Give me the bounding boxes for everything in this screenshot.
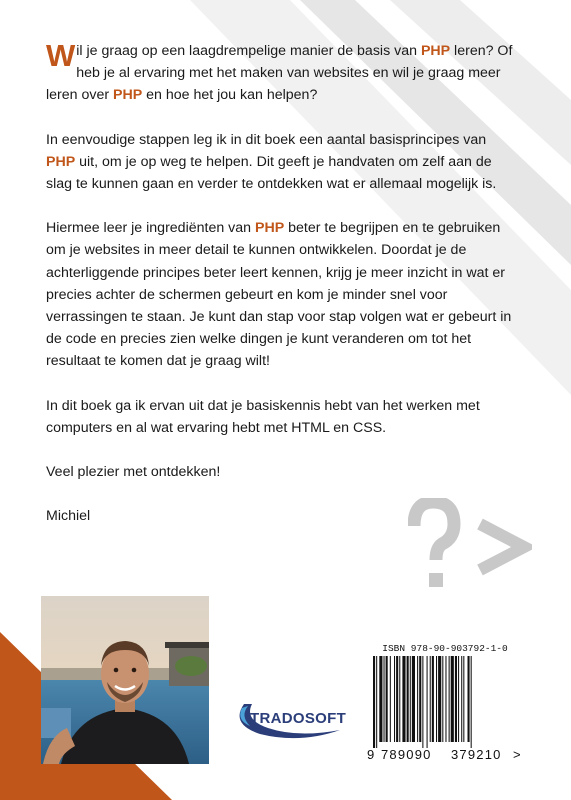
- paragraph-intro: Wil je graag op een laagdrempelige manier de basis van PHP leren? Of heb je al ervaring met het maken van websites en wil je graag meer leren over PHP en hoe het jou kan helpen?: [46, 38, 513, 104]
- barcode-end-marker: >: [513, 747, 521, 762]
- paragraph-steps: In eenvoudige stappen leg ik in dit boek een aantal basisprincipes van PHP uit, om je op weg te helpen. Dit geeft je handvaten om zelf aan de slag te kunnen gaan en verder te ontdekken wat er allemaal mogelijk is.: [46, 131, 497, 193]
- barcode-bar: [412, 656, 415, 742]
- barcode-bar: [458, 656, 459, 742]
- barcode-bar: [386, 656, 388, 742]
- blurb-text: [46, 40, 516, 549]
- barcode-bar: [422, 656, 423, 748]
- barcode-digit-group-right: 379210: [451, 747, 502, 762]
- question-mark-glyph: [414, 502, 454, 560]
- barcode-bar: [449, 656, 450, 742]
- barcode-bar: [445, 656, 446, 742]
- barcode-bar: [402, 656, 405, 742]
- barcode-bar: [376, 656, 377, 748]
- barcode-bar: [436, 656, 437, 742]
- publisher-name: TRADOSOFT: [250, 710, 347, 727]
- barcode-bar: [390, 656, 391, 742]
- isbn-label: ISBN 978-90-903792-1-0: [382, 643, 508, 654]
- barcode-bar: [432, 656, 434, 742]
- php-highlight: PHP: [113, 87, 143, 104]
- question-mark-dot: [429, 573, 443, 587]
- barcode-bar: [399, 656, 400, 742]
- barcode-digit-group-left: 789090: [381, 747, 432, 762]
- barcode-bar: [396, 656, 398, 742]
- barcode-bar: [442, 656, 443, 742]
- barcode-bar: [410, 656, 411, 742]
- barcode-bar: [384, 656, 385, 742]
- drop-cap: W: [46, 38, 76, 73]
- barcode-digits: [367, 747, 527, 763]
- author-signature: Michiel: [46, 508, 91, 525]
- php-highlight: PHP: [420, 43, 451, 59]
- barcode-bar: [379, 656, 382, 742]
- barcode-bar: [461, 656, 462, 742]
- barcode-bar: [468, 656, 470, 742]
- paragraph-prerequisites: In dit boek ga ik ervan uit dat je basiskennis hebt van het werken met computers en al wat ervaring hebt met HTML en CSS.: [46, 397, 480, 436]
- barcode-first-digit: 9: [367, 747, 375, 762]
- php-highlight: PHP: [255, 220, 285, 237]
- barcode-bar: [471, 656, 472, 748]
- barcode-bar: [419, 656, 421, 742]
- barcode-bar: [451, 656, 454, 742]
- barcode-bar: [430, 656, 431, 742]
- barcode-bar: [417, 656, 418, 742]
- barcode-bar: [438, 656, 441, 742]
- greater-than-glyph: [480, 524, 524, 570]
- paragraph-closing: Veel plezier met ontdekken!: [46, 464, 221, 481]
- php-close-tag-symbol: [408, 498, 532, 594]
- isbn-barcode: [367, 656, 523, 748]
- barcode-bar: [373, 656, 375, 748]
- paragraph-ingredients: Hiermee leer je ingrediënten van PHP beter te begrijpen en te gebruiken om je websites in meer detail te kunnen ontwikkelen. Doordat je de achterliggende principes beter leert kennen, krijg je meer inzicht in wat er precies achter de schermen gebeurt en kom je minder snel voor verrassingen te staan. Je kunt dan stap voor stap volgen wat er gebeurt in de code en precies zien welke dingen je kunt veranderen om tot het resultaat te komen dat je graag wilt!: [46, 220, 512, 370]
- author-photo: [41, 596, 209, 764]
- author-photo-illustration: [41, 596, 209, 764]
- php-highlight: PHP: [46, 153, 76, 170]
- barcode-bar: [427, 656, 428, 748]
- barcode-bar: [463, 656, 464, 742]
- barcode-bar: [394, 656, 395, 742]
- barcode-bar: [407, 656, 409, 742]
- barcode-bar: [455, 656, 457, 742]
